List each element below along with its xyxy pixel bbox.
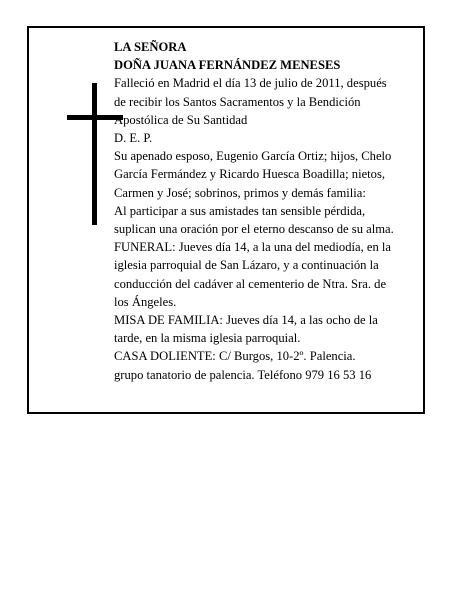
deceased-name: DOÑA JUANA FERNÁNDEZ MENESES	[114, 58, 341, 73]
notice-body-line: Al participar a sus amistades tan sensible pérdida,	[114, 203, 366, 218]
notice-body-line: FUNERAL: Jueves día 14, a la una del mediodía, en la	[114, 240, 391, 255]
cross-vertical-bar	[92, 83, 97, 225]
notice-body-line: iglesia parroquial de San Lázaro, y a continuación la	[114, 258, 379, 273]
notice-body-line: grupo tanatorio de palencia. Teléfono 979 16 53 16	[114, 367, 372, 382]
notice-body-line: Falleció en Madrid el día 13 de julio de 2011, después	[114, 76, 387, 91]
notice-title-line: LA SEÑORA	[114, 40, 187, 54]
notice-body-line: Apostólica de Su Santidad	[114, 112, 248, 127]
notice-body-line: de recibir los Santos Sacramentos y la Bendición	[114, 94, 361, 109]
notice-body-line: tarde, en la misma iglesia parroquial.	[114, 331, 301, 346]
notice-body-line: CASA DOLIENTE: C/ Burgos, 10-2º. Palencia.	[114, 349, 356, 364]
notice-body-line: suplican una oración por el eterno descanso de su alma.	[114, 222, 394, 237]
notice-body-line: conducción del cadáver al cementerio de Ntra. Sra. de	[114, 276, 387, 291]
notice-body-line: Carmen y José; sobrinos, primos y demás familia:	[114, 185, 366, 200]
notice-body-line: MISA DE FAMILIA: Jueves día 14, a las ocho de la	[114, 313, 378, 328]
notice-body-line: D. E. P.	[114, 131, 153, 146]
notice-text	[114, 38, 414, 384]
notice-body-line: los Ángeles.	[114, 294, 177, 309]
notice-body-line: García Fermández y Ricardo Huesca Boadilla; nietos,	[114, 167, 386, 182]
notice-body-line: Su apenado esposo, Eugenio García Ortiz; hijos, Chelo	[114, 149, 392, 164]
